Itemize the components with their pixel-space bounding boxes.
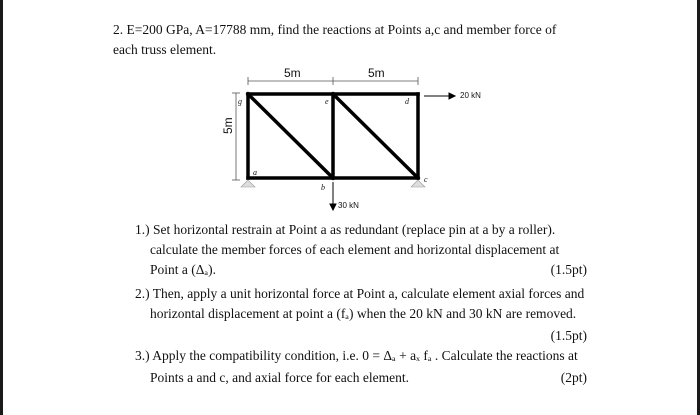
task-1-line-1: 1.) Set horizontal restrain at Point a as redundant (replace pin at a by a roller). — [135, 222, 556, 237]
load-arrow-30kn — [330, 182, 336, 210]
node-label-g: g — [238, 97, 242, 106]
load-arrow-20kn — [424, 93, 455, 99]
task-2-line-1: 2.) Then, apply a unit horizontal force at Point a, calculate element axial forces and — [135, 286, 585, 301]
task-1-line-3: Point a (Δₐ). — [150, 262, 216, 277]
support-a — [241, 180, 255, 187]
dimension-label-height: 5m — [221, 117, 235, 134]
dimension-label-right-span: 5m — [368, 66, 385, 80]
task-1-points: (1.5pt) — [550, 262, 587, 277]
support-c — [411, 180, 425, 187]
task-3-points: (2pt) — [560, 370, 587, 385]
node-label-c: c — [424, 175, 428, 184]
node-label-a: a — [253, 168, 257, 177]
task-3-line-1: 3.) Apply the compatibility condition, i.e. 0 = Δₐ + aₓ fₐ . Calculate the reactions at — [135, 348, 578, 363]
dimension-label-left-span: 5m — [284, 66, 301, 80]
task-2-line-2: horizontal displacement at point a (fₐ) when the 20 kN and 30 kN are removed. — [150, 306, 577, 321]
node-label-d: d — [405, 97, 409, 106]
load-label-20kn: 20 kN — [460, 91, 481, 100]
member-left-diagonal — [248, 94, 333, 178]
load-label-30kn: 30 kN — [338, 201, 359, 210]
task-1-line-2: calculate the member forces of each element and horizontal displacement at — [150, 242, 560, 257]
member-right-diagonal — [333, 94, 418, 178]
task-2-points: (1.5pt) — [550, 328, 587, 343]
problem-statement-line-1: 2. E=200 GPa, A=17788 mm, find the reactions at Points a,c and member force of — [113, 22, 557, 37]
problem-statement-line-2: each truss element. — [113, 42, 217, 57]
node-label-b: b — [321, 183, 325, 192]
task-3-line-2: Points a and c, and axial force for each element. — [150, 370, 410, 385]
node-label-e: e — [325, 97, 329, 106]
truss-members — [248, 94, 418, 178]
